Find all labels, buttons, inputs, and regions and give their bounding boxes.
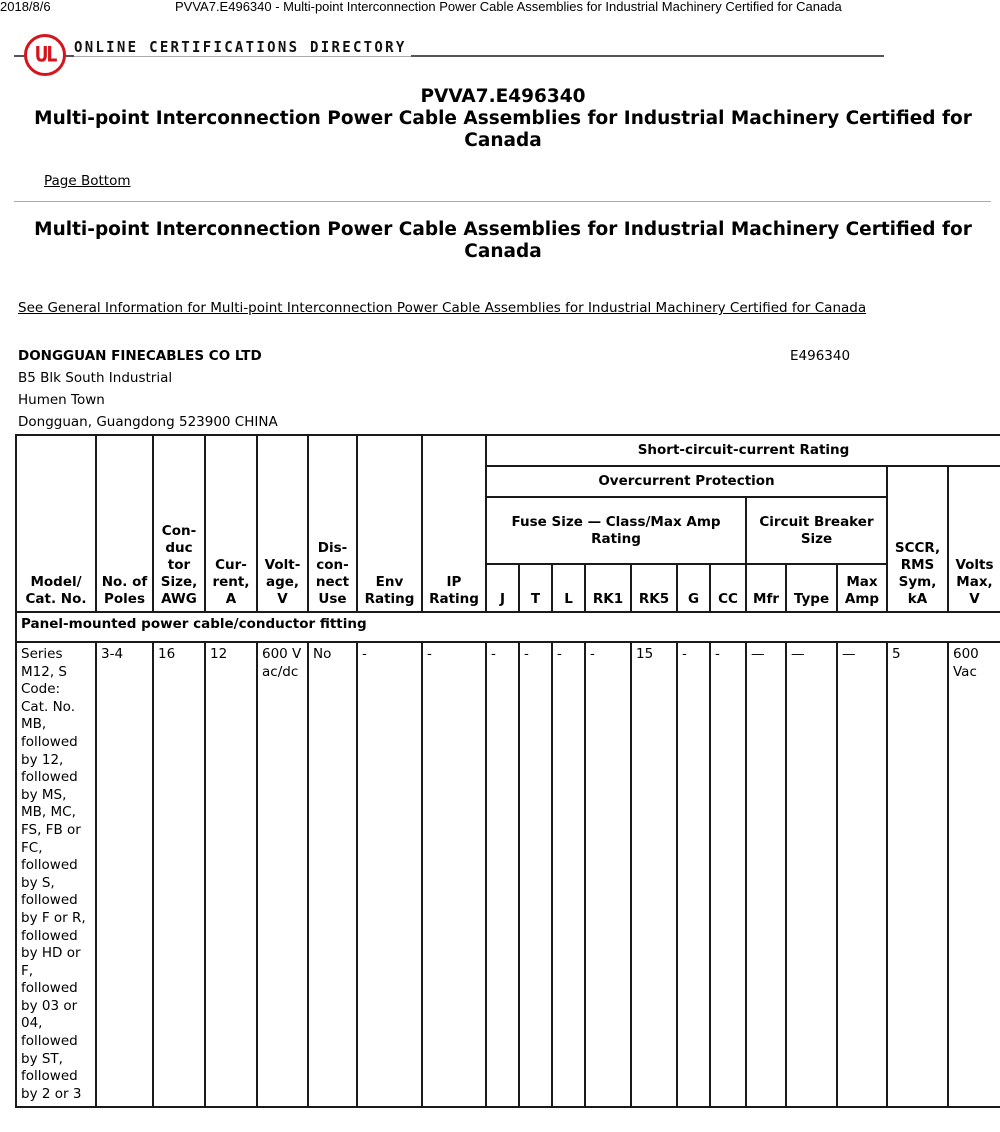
cell-conductor: 16: [153, 642, 205, 1107]
company-block: [18, 345, 278, 433]
directory-name: ONLINE CERTIFICATIONS DIRECTORY: [74, 40, 411, 57]
header-model: Model/ Cat. No.: [16, 435, 96, 612]
header-ip-rating: IP Rating: [422, 435, 486, 612]
header-conductor: Con- duc tor Size, AWG: [153, 435, 205, 612]
group-label: Panel-mounted power cable/conductor fitting: [16, 612, 1000, 642]
general-info-link[interactable]: See General Information for Multi-point Interconnection Power Cable Assemblies for Industrial Machinery Certified for Canada: [18, 300, 867, 316]
header-ocp-group: Overcurrent Protection: [486, 466, 887, 497]
company-name: DONGGUAN FINECABLES CO LTD: [18, 348, 262, 364]
header-cb-max-amp: Max Amp: [837, 564, 887, 612]
header-fuse-group: Fuse Size — Class/Max Amp Rating: [486, 497, 746, 564]
cell-fuse-l: -: [552, 642, 585, 1107]
cell-fuse-rk5: 15: [631, 642, 677, 1107]
header-fuse-j: J: [486, 564, 519, 612]
cell-voltage: 600 V ac/dc: [257, 642, 308, 1107]
ul-logo-icon[interactable]: [24, 34, 66, 76]
cell-cb-mfr: —: [746, 642, 786, 1107]
cell-fuse-j: -: [486, 642, 519, 1107]
page-bottom-link[interactable]: Page Bottom: [44, 173, 131, 189]
header-cb-group: Circuit Breaker Size: [746, 497, 887, 564]
cell-fuse-t: -: [519, 642, 552, 1107]
page-title: [14, 86, 992, 152]
header-env-rating: Env Rating: [357, 435, 422, 612]
cell-ip-rating: -: [422, 642, 486, 1107]
file-number: E496340: [790, 348, 851, 364]
header-fuse-rk5: RK5: [631, 564, 677, 612]
cell-cb-max-amp: —: [837, 642, 887, 1107]
header-fuse-t: T: [519, 564, 552, 612]
page-code: PVVA7.E496340: [420, 86, 586, 107]
header-fuse-cc: CC: [710, 564, 746, 612]
header-sccr-group: Short-circuit-current Rating: [486, 435, 1000, 466]
header-current: Cur- rent, A: [205, 435, 257, 612]
ul-logo-text: UL: [34, 42, 56, 68]
group-row: [16, 612, 1000, 642]
cell-volts-max: 600 Vac: [948, 642, 1000, 1107]
company-address-line3: Dongguan, Guangdong 523900 CHINA: [18, 414, 278, 430]
header-disconnect: Dis- con- nect Use: [308, 435, 357, 612]
cell-disconnect: No: [308, 642, 357, 1107]
company-address-line2: Humen Town: [18, 392, 105, 408]
ul-banner: [14, 30, 884, 80]
header-volts-max: Volts Max, V: [948, 466, 1000, 612]
cell-cb-type: —: [786, 642, 837, 1107]
header-cb-mfr: Mfr: [746, 564, 786, 612]
table-row: [16, 642, 1000, 1107]
listing-table: [15, 434, 1000, 1108]
section-title: Multi-point Interconnection Power Cable Assemblies for Industrial Machinery Certified for Canada: [34, 219, 972, 262]
header-poles: No. of Poles: [96, 435, 153, 612]
cell-poles: 3-4: [96, 642, 153, 1107]
cell-fuse-rk1: -: [585, 642, 631, 1107]
header-fuse-g: G: [677, 564, 710, 612]
cell-current: 12: [205, 642, 257, 1107]
cell-fuse-g: -: [677, 642, 710, 1107]
header-sccr: SCCR, RMS Sym, kA: [887, 466, 948, 612]
cell-env-rating: -: [357, 642, 422, 1107]
print-page-title: PVVA7.E496340 - Multi-point Interconnection Power Cable Assemblies for Industrial Machinery Certified for Canada: [175, 0, 842, 14]
header-cb-type: Type: [786, 564, 837, 612]
header-voltage: Volt- age, V: [257, 435, 308, 612]
print-header: [0, 0, 1000, 16]
print-date: 2018/8/6: [0, 0, 51, 14]
divider: [14, 201, 991, 202]
company-address-line1: B5 Blk South Industrial: [18, 370, 173, 386]
cell-fuse-cc: -: [710, 642, 746, 1107]
cell-sccr: 5: [887, 642, 948, 1107]
cell-model: Series M12, S Code: Cat. No. MB, followed by 12, followed by MS, MB, MC, FS, FB or FC, followed by S, followed by F or R, followed by HD or F, followed by 03 or 04, followed by ST, followed by 2 or 3: [16, 642, 96, 1107]
page-title-text: Multi-point Interconnection Power Cable Assemblies for Industrial Machinery Certified for Canada: [34, 108, 972, 151]
header-fuse-rk1: RK1: [585, 564, 631, 612]
header-fuse-l: L: [552, 564, 585, 612]
